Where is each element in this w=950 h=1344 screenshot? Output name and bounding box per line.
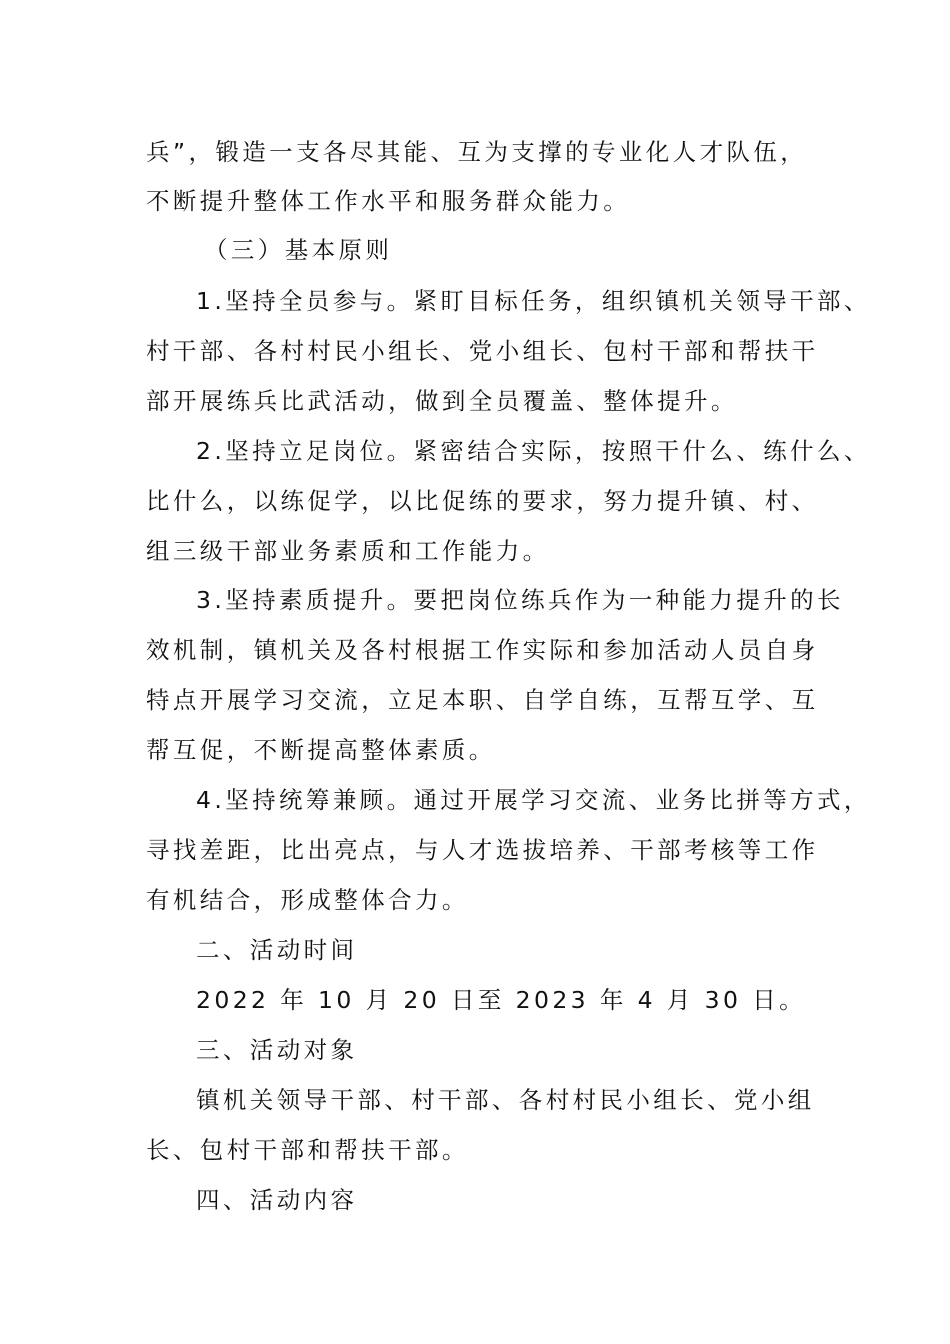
body-text-line: 有机结合，形成整体合力。 <box>146 886 469 914</box>
section-heading: 二、活动时间 <box>196 936 358 964</box>
body-text-line: 特点开展学习交流，立足本职、自学自练，互帮互学、互 <box>146 686 819 714</box>
body-text-line: 村干部、各村村民小组长、党小组长、包村干部和帮扶干 <box>146 337 819 365</box>
body-text-line: 部开展练兵比武活动，做到全员覆盖、整体提升。 <box>146 387 738 415</box>
principle-4-line: 4.坚持统筹兼顾。通过开展学习交流、业务比拼等方式， <box>196 786 871 814</box>
section-heading: （三）基本原则 <box>204 236 393 264</box>
body-text-line: 兵”，锻造一支各尽其能、互为支撑的专业化人才队伍， <box>146 138 808 166</box>
body-text-line: 寻找差距，比出亮点，与人才选拔培养、干部考核等工作 <box>146 836 819 864</box>
body-text-line: 组三级干部业务素质和工作能力。 <box>146 537 550 565</box>
body-text-line: 不断提升整体工作水平和服务群众能力。 <box>146 187 631 215</box>
principle-1-line: 1.坚持全员参与。紧盯目标任务，组织镇机关领导干部、 <box>196 287 871 315</box>
principle-3-line: 3.坚持素质提升。要把岗位练兵作为一种能力提升的长 <box>196 586 844 614</box>
body-text-line: 效机制，镇机关及各村根据工作实际和参加活动人员自身 <box>146 636 819 664</box>
body-text-line: 帮互促，不断提高整体素质。 <box>146 736 496 764</box>
activity-date-range: 2022 年 10 月 20 日至 2023 年 4 月 30 日。 <box>196 986 807 1014</box>
body-text-line: 长、包村干部和帮扶干部。 <box>146 1136 469 1164</box>
section-heading: 三、活动对象 <box>196 1036 358 1064</box>
principle-2-line: 2.坚持立足岗位。紧密结合实际，按照干什么、练什么、 <box>196 437 871 465</box>
body-text-line: 镇机关领导干部、村干部、各村村民小组长、党小组 <box>196 1086 815 1114</box>
section-heading: 四、活动内容 <box>196 1186 358 1214</box>
body-text-line: 比什么，以练促学，以比促练的要求，努力提升镇、村、 <box>146 487 819 515</box>
